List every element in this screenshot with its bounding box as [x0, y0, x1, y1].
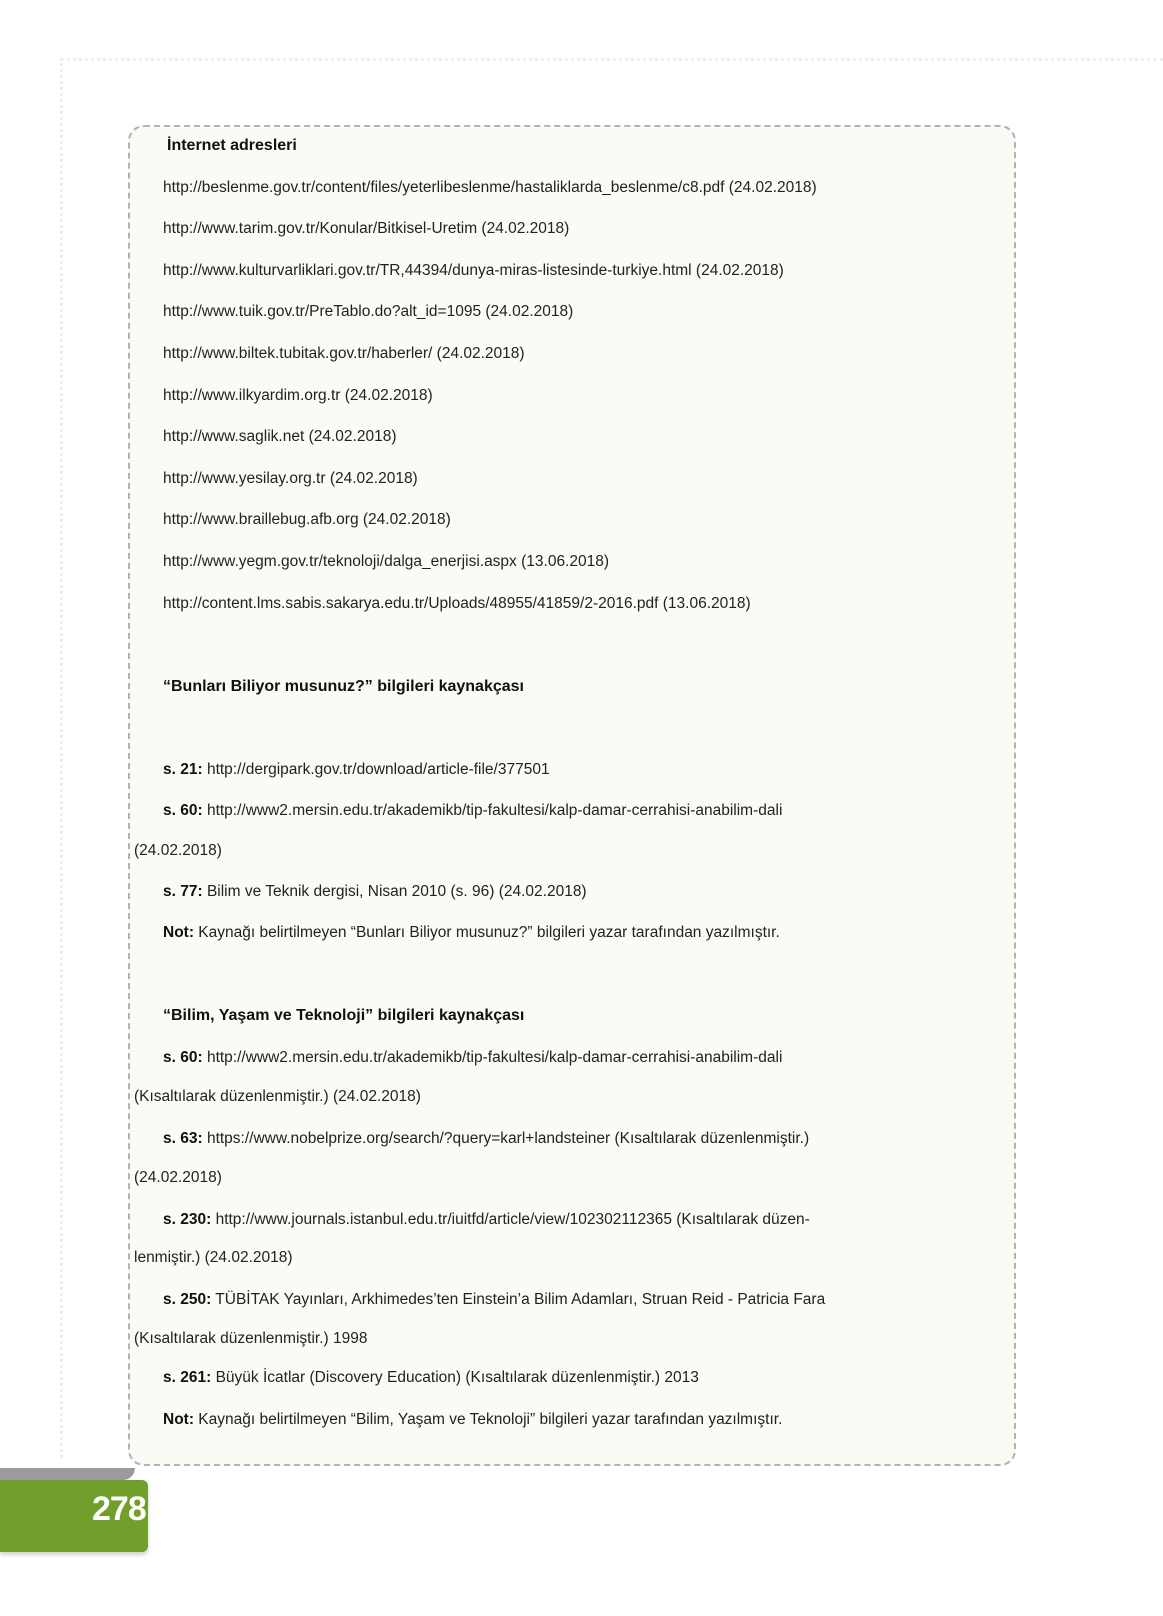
bilim-entry — [163, 1368, 699, 1388]
bilim-note — [163, 1410, 782, 1430]
bunlari-note — [163, 923, 780, 943]
bilim-entry — [163, 1210, 810, 1230]
note-label: Not: — [163, 1411, 194, 1428]
internet-link: http://www.braillebug.afb.org (24.02.2018) — [163, 511, 451, 528]
bilim-entry — [163, 1290, 825, 1310]
entry-text: http://www.journals.istanbul.edu.tr/iuitfd/article/view/102302112365 (Kısaltılarak düzen- — [211, 1211, 810, 1228]
internet-link: http://www.saglik.net (24.02.2018) — [163, 428, 397, 445]
entry-text: Büyük İcatlar (Discovery Education) (Kısaltılarak düzenlenmiştir.) 2013 — [211, 1369, 699, 1386]
bilim-heading: “Bilim, Yaşam ve Teknoloji” bilgileri kaynakçası — [163, 1007, 525, 1024]
entry-label: s. 60: — [163, 802, 203, 819]
entry-label: s. 77: — [163, 883, 203, 900]
note-text: Kaynağı belirtilmeyen “Bunları Biliyor musunuz?” bilgileri yazar tarafından yazılmıştır. — [194, 924, 780, 941]
entry-continuation: lenmiştir.) (24.02.2018) — [134, 1249, 293, 1266]
entry-text: http://www2.mersin.edu.tr/akademikb/tip-fakultesi/kalp-damar-cerrahisi-anabilim-dali — [202, 802, 783, 819]
internet-link: http://www.biltek.tubitak.gov.tr/haberler/ (24.02.2018) — [163, 345, 525, 362]
entry-label: s. 63: — [163, 1130, 203, 1147]
bunlari-entry — [163, 882, 587, 902]
page-tab-shadow — [0, 1468, 135, 1480]
bilim-entry — [163, 1129, 809, 1149]
entry-label: s. 60: — [163, 1049, 203, 1066]
entry-text: TÜBİTAK Yayınları, Arkhimedes’ten Einstein’a Bilim Adamları, Struan Reid - Patricia Fara — [211, 1291, 826, 1308]
entry-label: s. 250: — [163, 1291, 212, 1308]
bilim-entry — [163, 1048, 782, 1068]
internet-link: http://www.ilkyardim.org.tr (24.02.2018) — [163, 387, 433, 404]
internet-link: http://www.yesilay.org.tr (24.02.2018) — [163, 470, 418, 487]
bunlari-heading: “Bunları Biliyor musunuz?” bilgileri kaynakçası — [163, 678, 524, 695]
entry-continuation: (24.02.2018) — [134, 1169, 222, 1186]
note-label: Not: — [163, 924, 194, 941]
internet-heading: İnternet adresleri — [167, 137, 297, 154]
note-text: Kaynağı belirtilmeyen “Bilim, Yaşam ve Teknoloji” bilgileri yazar tarafından yazılmıştır. — [194, 1411, 783, 1428]
internet-link: http://content.lms.sabis.sakarya.edu.tr/Uploads/48955/41859/2-2016.pdf (13.06.2018) — [163, 595, 751, 612]
entry-label: s. 21: — [163, 761, 203, 778]
entry-continuation: (24.02.2018) — [134, 842, 222, 859]
bunlari-entry — [163, 760, 550, 780]
internet-link: http://www.tarim.gov.tr/Konular/Bitkisel-Uretim (24.02.2018) — [163, 220, 570, 237]
entry-continuation: (Kısaltılarak düzenlenmiştir.) 1998 — [134, 1330, 368, 1347]
internet-link: http://www.tuik.gov.tr/PreTablo.do?alt_id=1095 (24.02.2018) — [163, 303, 574, 320]
entry-continuation: (Kısaltılarak düzenlenmiştir.) (24.02.2018) — [134, 1088, 421, 1105]
entry-label: s. 230: — [163, 1211, 212, 1228]
internet-link: http://beslenme.gov.tr/content/files/yeterlibeslenme/hastaliklarda_beslenme/c8.pdf (24.02.2018) — [163, 179, 817, 196]
bunlari-entry — [163, 801, 782, 821]
page-number: 278 — [92, 1490, 146, 1528]
entry-text: https://www.nobelprize.org/search/?query=karl+landsteiner (Kısaltılarak düzenlenmiştir.) — [202, 1130, 810, 1147]
entry-text: http://dergipark.gov.tr/download/article-file/377501 — [202, 761, 550, 778]
entry-text: Bilim ve Teknik dergisi, Nisan 2010 (s. 96) (24.02.2018) — [202, 883, 587, 900]
internet-link: http://www.kulturvarliklari.gov.tr/TR,44394/dunya-miras-listesinde-turkiye.html (24.02.2018) — [163, 262, 784, 279]
internet-link: http://www.yegm.gov.tr/teknoloji/dalga_enerjisi.aspx (13.06.2018) — [163, 553, 610, 570]
entry-label: s. 261: — [163, 1369, 212, 1386]
entry-text: http://www2.mersin.edu.tr/akademikb/tip-fakultesi/kalp-damar-cerrahisi-anabilim-dali — [202, 1049, 783, 1066]
